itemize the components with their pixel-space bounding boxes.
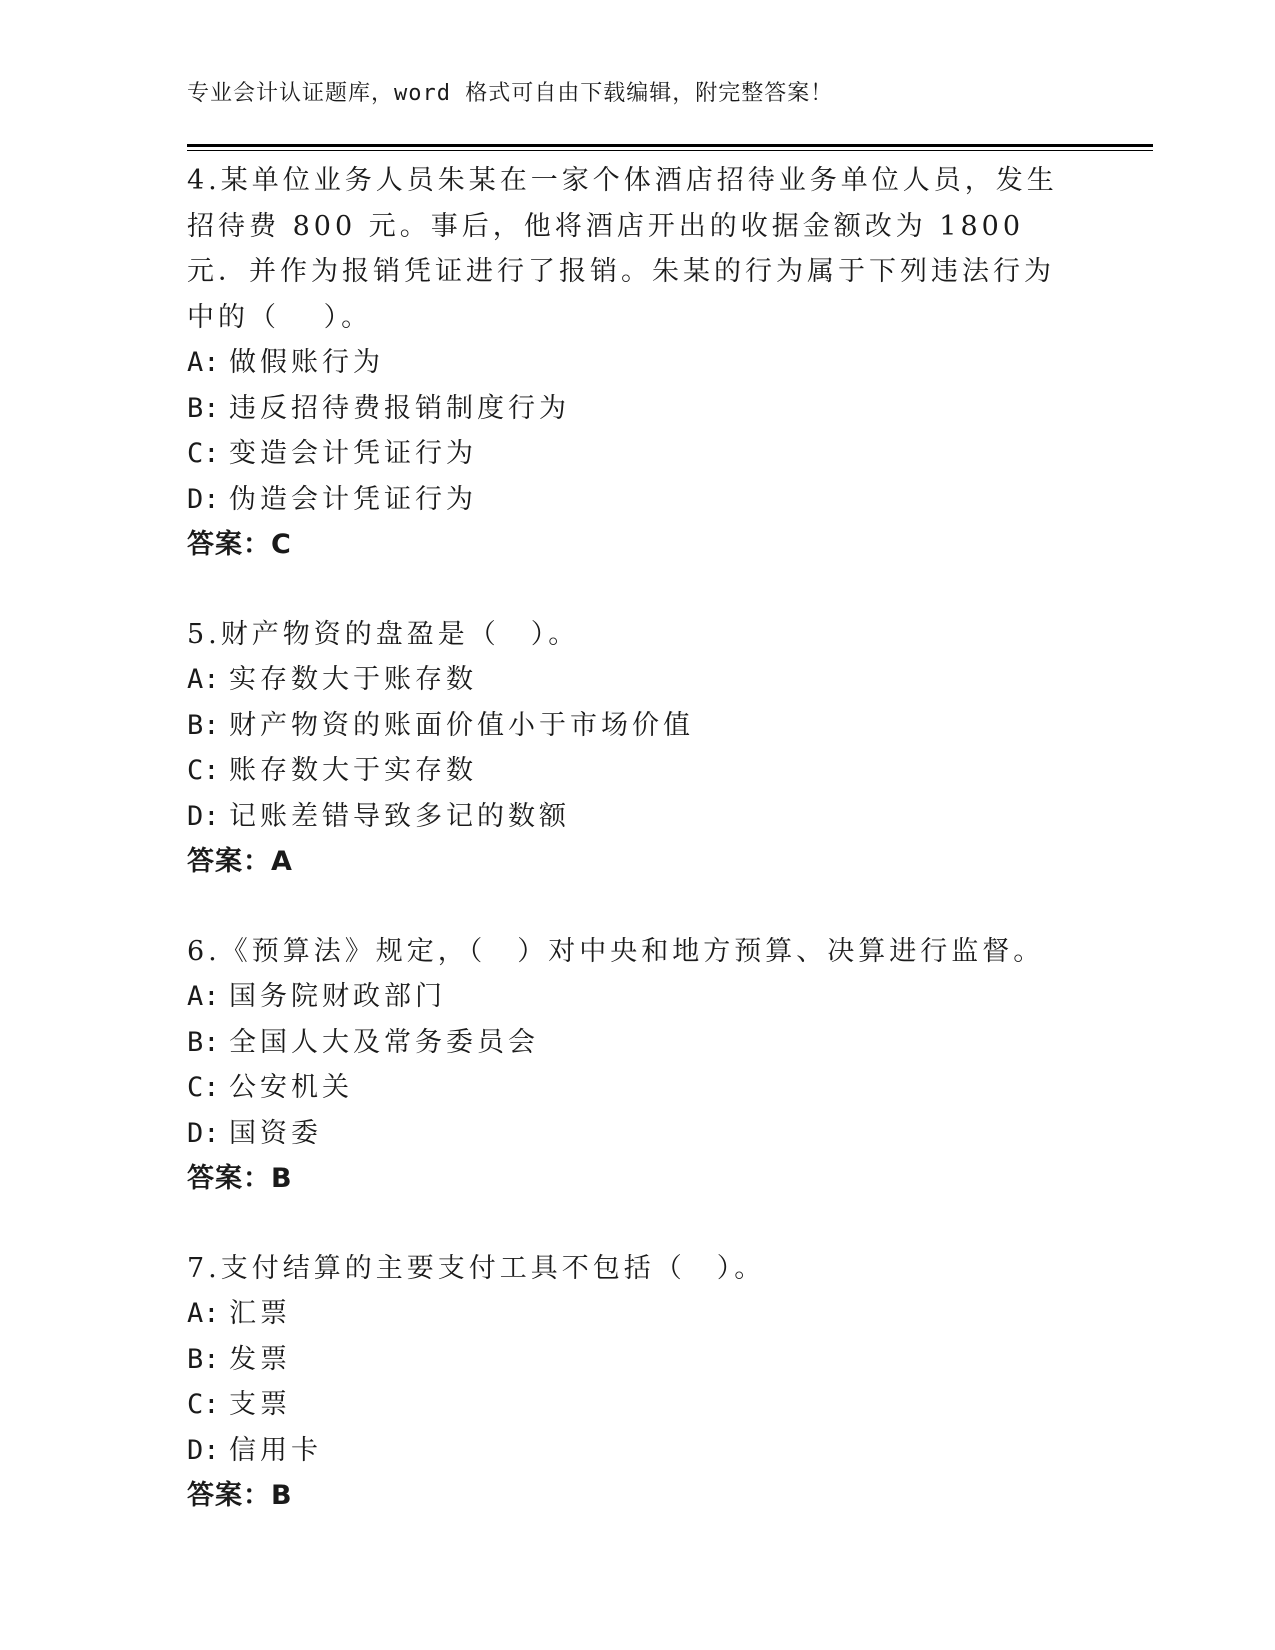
option-letter: A: xyxy=(187,664,220,695)
option-text: 公安机关 xyxy=(229,1072,353,1103)
question-item xyxy=(187,929,1087,1202)
page-header: 专业会计认证题库，word 格式可自由下载编辑，附完整答案！ xyxy=(187,81,834,106)
option-text: 财产物资的账面价值小于市场价值 xyxy=(229,709,694,741)
option-c xyxy=(187,431,1087,477)
option-text: 信用卡 xyxy=(229,1434,322,1466)
option-text: 实存数大于账存数 xyxy=(229,664,477,695)
option-a xyxy=(187,1291,1087,1337)
option-letter: D: xyxy=(187,483,220,515)
option-text: 记账差错导致多记的数额 xyxy=(229,800,570,832)
option-letter: A: xyxy=(187,1298,220,1329)
option-b xyxy=(187,1337,1087,1383)
option-letter: B: xyxy=(187,392,220,424)
option-a xyxy=(187,657,1087,703)
answer-line: 答案：B xyxy=(187,1163,293,1194)
option-c xyxy=(187,1382,1087,1428)
option-letter: D: xyxy=(187,1117,220,1149)
header-divider-thin xyxy=(187,150,1153,151)
option-letter: C: xyxy=(187,438,220,469)
option-letter: B: xyxy=(187,709,220,741)
option-letter: B: xyxy=(187,1343,220,1375)
option-letter: C: xyxy=(187,755,220,786)
option-letter: B: xyxy=(187,1026,220,1058)
option-letter: D: xyxy=(187,800,220,832)
header-divider-thick xyxy=(187,144,1153,147)
question-stem: 7.支付结算的主要支付工具不包括（ ）。 xyxy=(187,1252,766,1284)
option-text: 账存数大于实存数 xyxy=(229,755,477,786)
question-item xyxy=(187,158,1087,568)
option-text: 支票 xyxy=(229,1389,291,1420)
option-text: 变造会计凭证行为 xyxy=(229,438,477,469)
answer-line: 答案：C xyxy=(187,529,292,560)
answer-line: 答案：A xyxy=(187,846,293,877)
option-d xyxy=(187,477,1087,523)
option-text: 国资委 xyxy=(229,1117,322,1149)
option-text: 违反招待费报销制度行为 xyxy=(229,392,570,424)
option-b xyxy=(187,1020,1087,1066)
option-text: 做假账行为 xyxy=(229,347,384,378)
option-letter: C: xyxy=(187,1072,220,1103)
option-d xyxy=(187,794,1087,840)
option-text: 发票 xyxy=(229,1343,291,1375)
option-d xyxy=(187,1111,1087,1157)
option-a xyxy=(187,974,1087,1020)
option-text: 汇票 xyxy=(229,1298,291,1329)
option-b xyxy=(187,386,1087,432)
question-item xyxy=(187,1246,1087,1519)
question-stem: 4.某单位业务人员朱某在一家个体酒店招待业务单位人员，发生招待费 800 元。事后，他将酒店开出的收据金额改为 1800 元．并作为报销凭证进行了报销。朱某的行为属于下列违法行为中的（ ）。 xyxy=(187,165,1058,333)
option-text: 全国人大及常务委员会 xyxy=(229,1026,539,1058)
option-text: 国务院财政部门 xyxy=(229,981,446,1012)
question-list xyxy=(187,158,1087,1563)
question-stem: 5.财产物资的盘盈是（ ）。 xyxy=(187,618,580,650)
option-b xyxy=(187,703,1087,749)
option-letter: A: xyxy=(187,347,220,378)
option-letter: D: xyxy=(187,1434,220,1466)
option-text: 伪造会计凭证行为 xyxy=(229,483,477,515)
option-letter: A: xyxy=(187,981,220,1012)
option-c xyxy=(187,748,1087,794)
option-d xyxy=(187,1428,1087,1474)
option-c xyxy=(187,1065,1087,1111)
answer-line: 答案：B xyxy=(187,1480,293,1511)
question-stem: 6.《预算法》规定，（ ）对中央和地方预算、决算进行监督。 xyxy=(187,935,1045,967)
option-a xyxy=(187,340,1087,386)
question-item xyxy=(187,612,1087,885)
option-letter: C: xyxy=(187,1389,220,1420)
